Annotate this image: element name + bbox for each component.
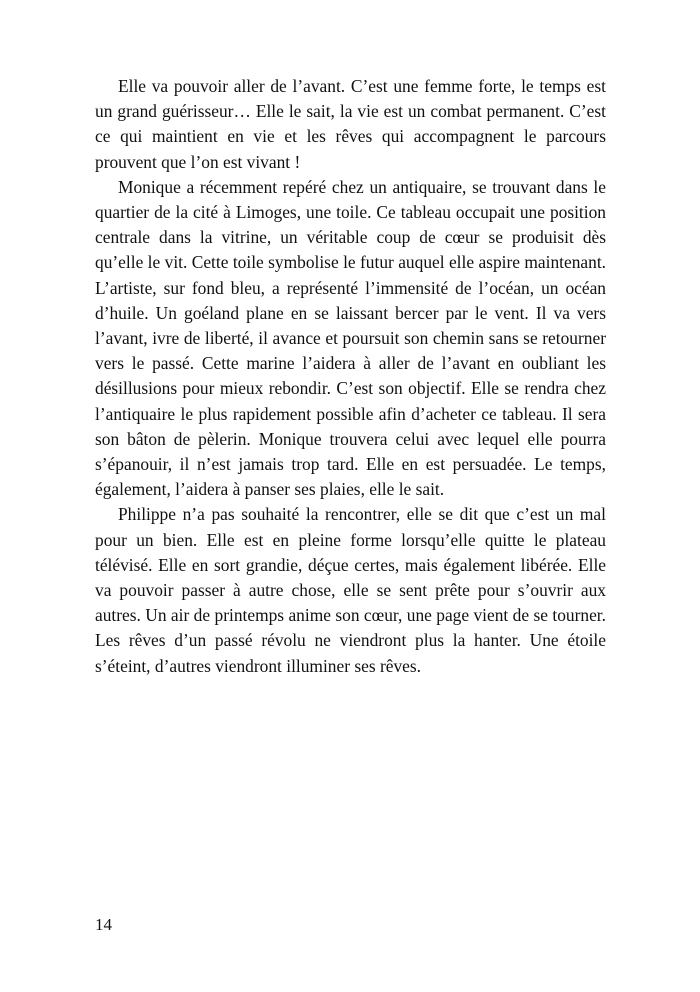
body-text (95, 74, 606, 679)
paragraph-3: Philippe n’a pas souhaité la rencontrer, elle se dit que c’est un mal pour un bien. Elle est en pleine forme lorsqu’elle quitte le plateau télévisé. Elle en sort grandie, déçue certes, mais également libérée. Elle va pouvoir passer à autre chose, elle se sent prête pour s’ouvrir aux autres. Un air de printemps anime son cœur, une page vient de se tourner. Les rêves d’un passé révolu ne viendront plus la hanter. Une étoile s’éteint, d’autres viendront illuminer ses rêves. (95, 504, 606, 676)
page-number: 14 (95, 915, 112, 934)
paragraph-1: Elle va pouvoir aller de l’avant. C’est une femme forte, le temps est un grand guérisseur… Elle le sait, la vie est un combat permanent. C’est ce qui maintient en vie et les rêves qui accompagnent le parcours prouvent que l’on est vivant ! (95, 76, 606, 172)
paragraph-2: Monique a récemment repéré chez un antiquaire, se trouvant dans le quartier de la cité à Limoges, une toile. Ce tableau occupait une position centrale dans la vitrine, un véritable coup de cœur se produisit dès qu’elle le vit. Cette toile symbolise le futur auquel elle aspire maintenant. L’artiste, sur fond bleu, a représenté l’immensité de l’océan, un océan d’huile. Un goéland plane en se laissant bercer par le vent. Il va vers l’avant, ivre de liberté, il avance et poursuit son chemin sans se retourner vers le passé. Cette marine l’aidera à aller de l’avant en oubliant les désillusions pour mieux rebondir. C’est son objectif. Elle se rendra chez l’antiquaire le plus rapidement possible afin d’acheter ce tableau. Il sera son bâton de pèlerin. Monique trouvera celui avec lequel elle pourra s’épanouir, il n’est jamais trop tard. Elle en est persuadée. Le temps, également, l’aidera à panser ses plaies, elle le sait. (95, 176, 606, 500)
